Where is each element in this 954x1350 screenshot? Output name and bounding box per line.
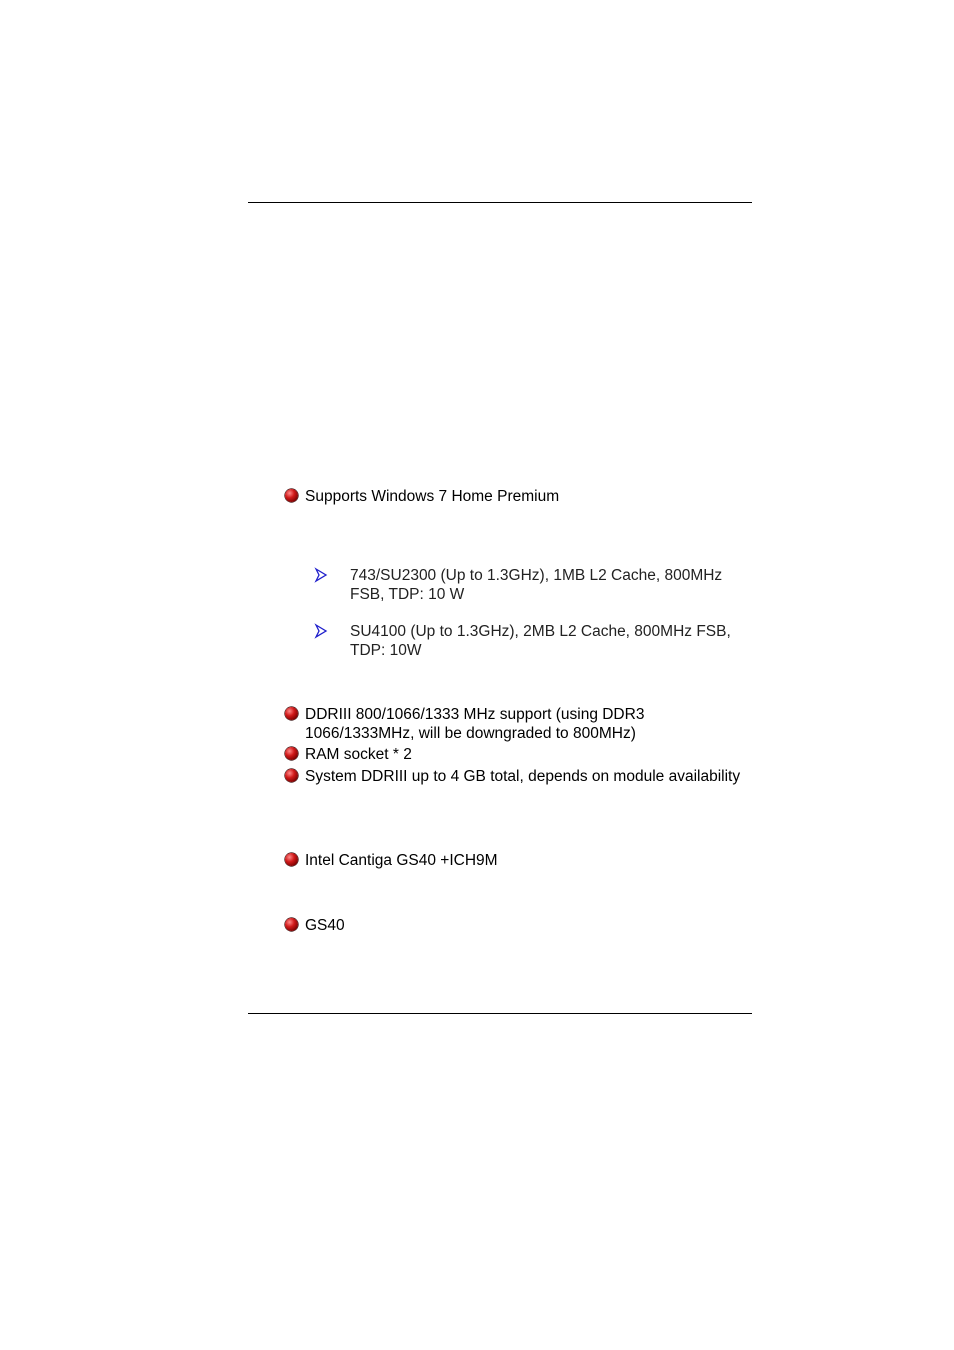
chipset-text: Intel Cantiga GS40 +ICH9M [305, 852, 498, 869]
header-rule [248, 202, 752, 203]
blue-arrowhead-icon [314, 566, 328, 584]
blue-arrowhead-icon [314, 622, 328, 640]
os-support-text: Supports Windows 7 Home Premium [305, 488, 560, 505]
memory-text: RAM socket * 2 [305, 746, 412, 763]
cpu-option-text: 743/SU2300 (Up to 1.3GHz), 1MB L2 Cache, 800MHz FSB, TDP: 10 W [350, 567, 723, 603]
red-ball-bullet-icon [285, 489, 298, 502]
footer-rule [248, 1013, 752, 1014]
graphics-text: GS40 [305, 917, 345, 934]
cpu-option-text: SU4100 (Up to 1.3GHz), 2MB L2 Cache, 800MHz FSB, TDP: 10W [350, 623, 731, 659]
memory-text: DDRIII 800/1066/1333 MHz support (using DDR3 1066/1333MHz, will be downgraded to 800MHz) [305, 706, 645, 742]
memory-text: System DDRIII up to 4 GB total, depends on module availability [305, 768, 741, 785]
red-ball-bullet-icon [285, 707, 298, 720]
red-ball-bullet-icon [285, 769, 298, 782]
red-ball-bullet-icon [285, 747, 298, 760]
red-ball-bullet-icon [285, 918, 298, 931]
red-ball-bullet-icon [285, 853, 298, 866]
